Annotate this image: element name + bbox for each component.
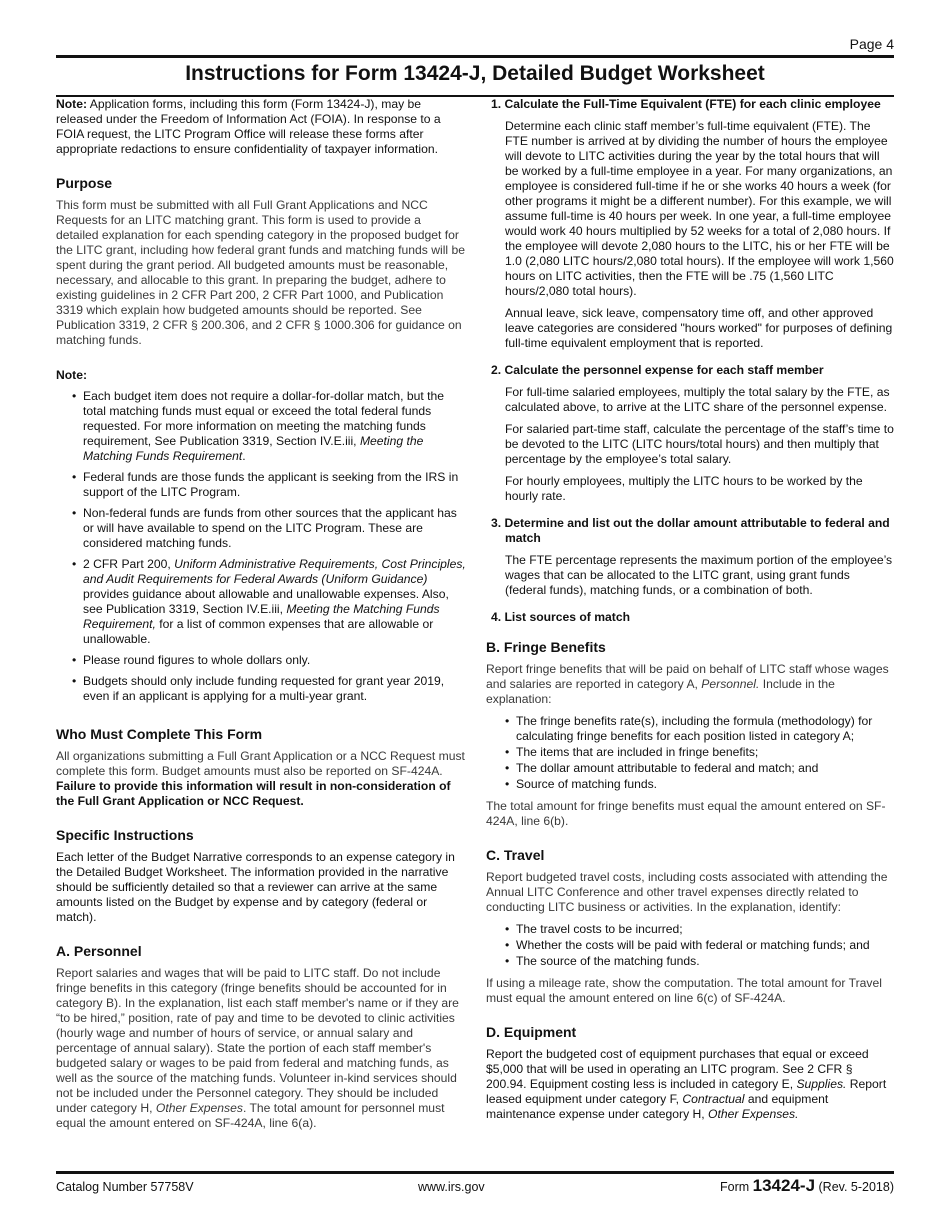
who-heading: Who Must Complete This Form	[56, 726, 263, 742]
fringe-list	[486, 714, 894, 792]
specific-heading: Specific Instructions	[56, 827, 194, 843]
purpose-heading: Purpose	[56, 175, 113, 191]
who-text: All organizations submitting a Full Grant Application or a NCC Request must complete this form. Budget amounts must also be reported on SF-424A. Failure to provide this information will result in non-consideration of the Full Grant Application or NCC Request.	[56, 749, 465, 808]
fringe-text: Report fringe benefits that will be paid on behalf of LITC staff whose wages and salaries are reported in category A, Personnel. Include in the explanation:	[486, 662, 889, 706]
list-item: • The dollar amount attributable to federal and match; and	[486, 761, 894, 776]
step-1-heading: 1. Calculate the Full-Time Equivalent (FTE) for each clinic employee	[491, 97, 881, 111]
footer-rule	[56, 1171, 894, 1174]
specific-text: Each letter of the Budget Narrative corresponds to an expense category in the Detailed Budget Worksheet. The information provided in the narrative should be sufficiently detailed so that a reviewer can arrive at the same amounts listed on the Budget by expense and by category (federal or match).	[56, 850, 455, 924]
list-item: • The source of the matching funds.	[486, 954, 894, 969]
personnel-text: Report salaries and wages that will be paid to LITC staff. Do not include fringe benefits in this category (fringe benefits should be accounted for in category B). In the explanation, list each staff member's name or if they are “to be hired,” position, rate of pay and time to be devoted to clinic activities (hourly wage and number of hours of service, or annual salary and percentage of annual salary). State the portion of each staff member's budgeted salary or wages to be paid from federal and matching funds, as well as the source of the matching funds. Volunteer in-kind services should not be included under the Personnel category. They should be included under category H, Other Expenses. The total amount for personnel must equal the amount entered on SF-424A, line 6(a).	[56, 966, 459, 1130]
step-2-hourly-text: For hourly employees, multiply the LITC hours to be worked by the hourly rate.	[505, 474, 863, 503]
page-number: Page 4	[849, 36, 894, 52]
step-1-text: Determine each clinic staff member’s full-time equivalent (FTE). The FTE number is arrived at by dividing the number of hours the employee will devote to LITC activities during the year by the total hours that will be worked by a full-time employee in a year. For many organizations, an employee is considered full-time if he or she works 40 hours a week (for other programs it might be a different number). For this example, we will assume full-time is 40 hours per week. In one year, a full-time employee would work 40 hours multiplied by 52 weeks for a total of 2,080 hours. If the employee will devote 2,080 hours to the LITC, his or her FTE will be 1.0 (2,080 LITC hours/2,080 total hours). If the employee will work 1,560 hours on LITC activities, then the FTE will be .75 (1,560 LITC hours/2,080 total hours).	[505, 119, 894, 298]
travel-total-text: If using a mileage rate, show the computation. The total amount for Travel must equal the amount entered on line 6(c) of SF-424A.	[486, 976, 882, 1005]
fringe-heading: B. Fringe Benefits	[486, 639, 606, 655]
step-4-heading: 4. List sources of match	[491, 610, 630, 624]
foia-note: Note: Application forms, including this form (Form 13424-J), may be released under the Freedom of Information Act (FOIA). In response to a FOIA request, the LITC Program Office will release these forms after appropriate redactions to ensure confidentiality of taxpayer information.	[56, 97, 441, 156]
list-item: • The fringe benefits rate(s), including the formula (methodology) for calculating fringe benefits for each position listed in category A;	[486, 714, 894, 744]
travel-text: Report budgeted travel costs, including costs associated with attending the Annual LITC Conference and other travel expenses directly related to conducting LITC business or activities. In the explanation, identify:	[486, 870, 888, 914]
catalog-number: Catalog Number 57758V	[56, 1180, 194, 1194]
fringe-total-text: The total amount for fringe benefits must equal the amount entered on SF-424A, line 6(b).	[486, 799, 886, 828]
right-column	[486, 97, 894, 1129]
purpose-text: This form must be submitted with all Full Grant Applications and NCC Requests for an LITC matching grant. This form is used to provide a detailed explanation for each spending category in the proposed budget for the LITC grant, including how federal grant funds and matching funds will be spent during the grant period. All budgeted amounts must be reasonable, necessary, and allocable to this grant. In preparing the budget, adhere to existing guidelines in 2 CFR Part 200, 2 CFR Part 1000, and Publication 3319 which explain how budgeted amounts should be reported. See Publication 3319, 2 CFR § 200.306, and 2 CFR § 1000.306 for guidance on matching funds.	[56, 198, 465, 347]
step-2-heading: 2. Calculate the personnel expense for each staff member	[491, 363, 824, 377]
list-item: • Federal funds are those funds the applicant is seeking from the IRS in support of the LITC Program.	[56, 470, 466, 500]
left-column	[56, 97, 466, 1138]
step-3-heading: 3. Determine and list out the dollar amount attributable to federal and match	[491, 516, 890, 545]
list-item: • Each budget item does not require a dollar-for-dollar match, but the total matching funds must equal or exceed the total federal funds requested. For more information on meeting the matching funds requirement, See Publication 3319, Section IV.E.iii, Meeting the Matching Funds Requirement.	[56, 389, 466, 464]
list-item: • The travel costs to be incurred;	[486, 922, 894, 937]
list-item: • Budgets should only include funding requested for grant year 2019, even if an applicant is applying for a multi-year grant.	[56, 674, 466, 704]
step-1-leave-text: Annual leave, sick leave, compensatory time off, and other approved leave categories are considered "hours worked" for purposes of defining full-time equivalent employment that is reported.	[505, 306, 893, 350]
page-title: Instructions for Form 13424-J, Detailed Budget Worksheet	[185, 62, 765, 85]
list-item: • The items that are included in fringe benefits;	[486, 745, 894, 760]
list-item: • Source of matching funds.	[486, 777, 894, 792]
step-2-parttime-text: For salaried part-time staff, calculate the percentage of the staff’s time to be devoted to the LITC (LITC hours/total hours) and then multiply that percentage by the employee’s total salary.	[505, 422, 894, 466]
form-id: Form 13424-J (Rev. 5-2018)	[720, 1176, 894, 1195]
equipment-text: Report the budgeted cost of equipment purchases that equal or exceed $5,000 that will be used in operating an LITC program. See 2 CFR § 200.94. Equipment costing less is included in category E, Supplies. Report leased equipment under category F, Contractual and equipment maintenance expense under category H, Other Expenses.	[486, 1047, 887, 1121]
list-item: • 2 CFR Part 200, Uniform Administrative Requirements, Cost Principles, and Audit Requirements for Federal Awards (Uniform Guidance) provides guidance about allowable and unallowable expenses. Also, see Publication 3319, Section IV.E.iii, Meeting the Matching Funds Requirement, for a list of common expenses that are allowable or unallowable.	[56, 557, 466, 647]
note-label: Note:	[56, 368, 88, 382]
list-item: • Non-federal funds are funds from other sources that the applicant has or will have available to spend on the LITC Program. These are considered matching funds.	[56, 506, 466, 551]
top-rule	[56, 55, 894, 58]
personnel-heading: A. Personnel	[56, 943, 142, 959]
step-3-text: The FTE percentage represents the maximum portion of the employee’s wages that can be allocated to the LITC grant, using grant funds (federal funds), matching funds, or a combination of both.	[505, 553, 893, 597]
travel-list	[486, 922, 894, 969]
website-link[interactable]: www.irs.gov	[418, 1180, 485, 1194]
list-item: • Please round figures to whole dollars only.	[56, 653, 466, 668]
travel-heading: C. Travel	[486, 847, 545, 863]
equipment-heading: D. Equipment	[486, 1024, 577, 1040]
step-2-fulltime-text: For full-time salaried employees, multiply the total salary by the FTE, as calculated above, to arrive at the LITC share of the personnel expense.	[505, 385, 890, 414]
notes-list	[56, 389, 466, 704]
list-item: • Whether the costs will be paid with federal or matching funds; and	[486, 938, 894, 953]
